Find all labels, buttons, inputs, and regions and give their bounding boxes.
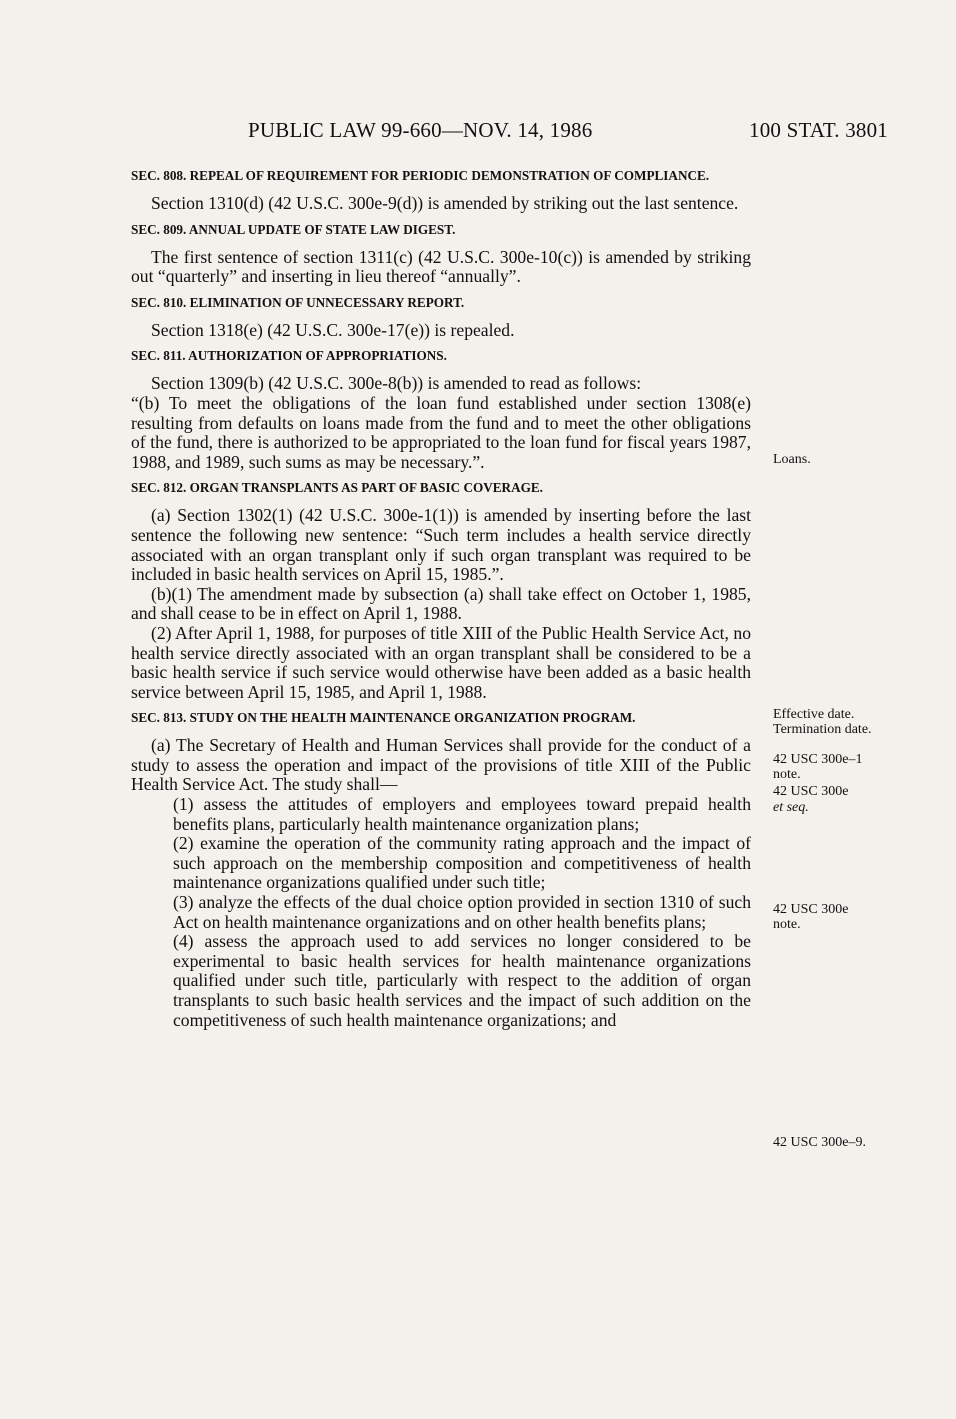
section-812-subsection-a: (a) Section 1302(1) (42 U.S.C. 300e-1(1)) is amended by inserting before the last sentence the following new sentence: “Such term includes a health service directly associated with an organ transplant only if such organ transplant was required to be included in basic health services on April 15, 1985.”. [131, 505, 751, 585]
margin-note-termination-date: Termination date. [773, 722, 872, 737]
section-813-subsection-a: (a) The Secretary of Health and Human Services shall provide for the conduct of a study to assess the operation and impact of the provisions of title XIII of the Public Health Service Act. The study shall— [131, 735, 751, 795]
section-810-heading: SEC. 810. ELIMINATION OF UNNECESSARY REPORT. [131, 294, 465, 310]
margin-note-42usc-300e1: 42 USC 300e–1 note. [773, 752, 863, 782]
margin-note-42usc-300e-note: 42 USC 300e note. [773, 902, 849, 932]
section-809-text: The first sentence of section 1311(c) (42 U.S.C. 300e-10(c)) is amended by striking out “quarterly” and inserting in lieu thereof “annually”. [131, 246, 751, 287]
section-812-heading: SEC. 812. ORGAN TRANSPLANTS AS PART OF BASIC COVERAGE. [131, 480, 543, 496]
margin-note-42usc-300e9: 42 USC 300e–9. [773, 1135, 866, 1150]
header-citation: PUBLIC LAW 99-660—NOV. 14, 1986 [248, 118, 593, 142]
section-813-item-4: (4) assess the approach used to add services no longer considered to be experimental to basic health services for health maintenance organizations qualified under such title, particularly with respect to the addition of organ transplants to such basic health services and the impact of such addition on the competitiveness of such health maintenance organizations; and [173, 931, 751, 1030]
section-811-text: Section 1309(b) (42 U.S.C. 300e-8(b)) is amended to read as follows: [151, 373, 642, 394]
section-813-item-3: (3) analyze the effects of the dual choice option provided in section 1310 of such Act on health maintenance organizations and on other health benefits plans; [173, 892, 751, 932]
bleed-through-top [140, 8, 840, 20]
margin-note-loans: Loans. [773, 452, 811, 467]
section-813-item-1: (1) assess the attitudes of employers and employees toward prepaid health benefits plans, particularly health maintenance organization plans; [173, 794, 751, 834]
section-812-subsection-b1: (b)(1) The amendment made by subsection (a) shall take effect on October 1, 1985, and shall cease to be in effect on April 1, 1988. [131, 583, 751, 624]
body-text [131, 168, 751, 1030]
page-header [248, 118, 888, 148]
margin-note-effective-date: Effective date. [773, 707, 855, 722]
section-813-heading: SEC. 813. STUDY ON THE HEALTH MAINTENANCE ORGANIZATION PROGRAM. [131, 710, 636, 726]
section-810-text: Section 1318(e) (42 U.S.C. 300e-17(e)) is repealed. [151, 319, 515, 340]
margin-note-et-seq: et seq. [773, 800, 809, 815]
section-811-quote: “(b) To meet the obligations of the loan fund established under section 1308(e) resulting from defaults on loans made from the fund and to meet the other obligations of the fund, there is authorized to be appropriated to the loan fund for fiscal years 1987, 1988, and 1989, such sums as may be necessary.”. [131, 392, 751, 472]
section-813-item-2: (2) examine the operation of the community rating approach and the impact of such approach on the membership composition and competitiveness of health maintenance organizations qualified under such title; [173, 833, 751, 893]
section-812-subsection-b2: (2) After April 1, 1988, for purposes of title XIII of the Public Health Service Act, no health service directly associated with an organ transplant shall be considered to be a basic health service if such service would otherwise have been added as a basic health service between April 15, 1985, and April 1, 1988. [131, 622, 751, 702]
section-808-text: Section 1310(d) (42 U.S.C. 300e-9(d)) is amended by striking out the last sentence. [151, 193, 739, 213]
header-stat-page: 100 STAT. 3801 [749, 118, 888, 142]
margin-note-42usc-300e: 42 USC 300e [773, 784, 849, 799]
section-811-heading: SEC. 811. AUTHORIZATION OF APPROPRIATIONS. [131, 348, 447, 364]
section-808-heading: SEC. 808. REPEAL OF REQUIREMENT FOR PERIODIC DEMONSTRATION OF COMPLIANCE. [131, 168, 710, 183]
section-809-heading: SEC. 809. ANNUAL UPDATE OF STATE LAW DIGEST. [131, 221, 456, 237]
